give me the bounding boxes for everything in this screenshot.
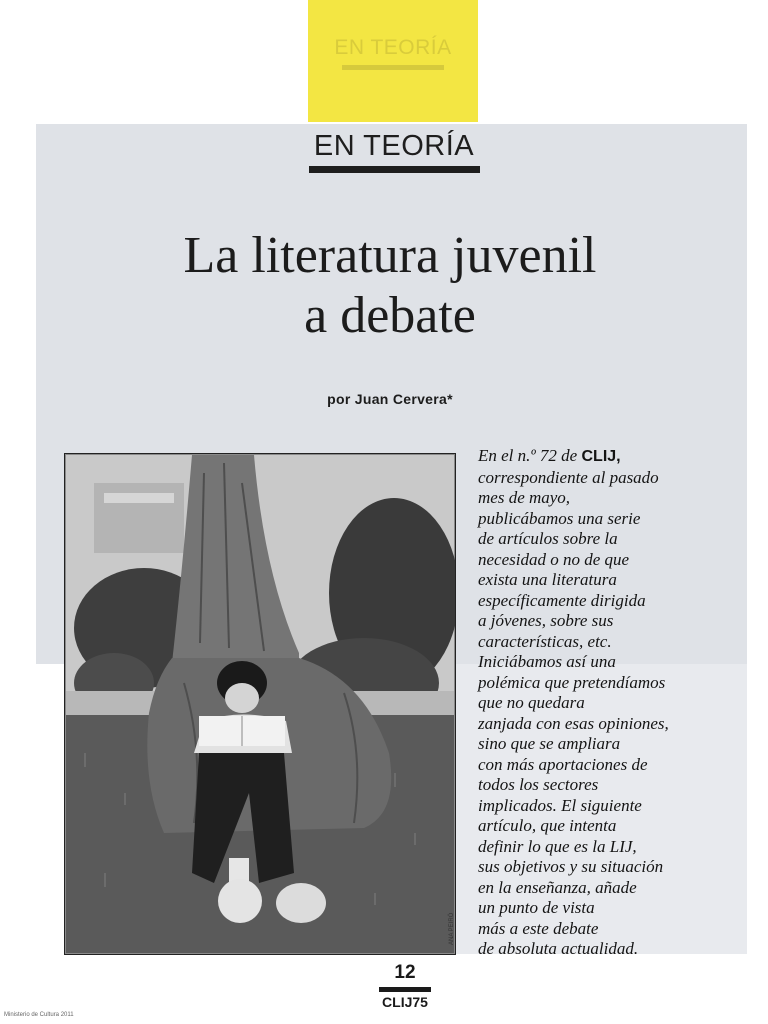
section-heading: EN TEORÍA xyxy=(313,130,475,162)
intro-line: Iniciábamos así una xyxy=(478,652,616,671)
photo-credit: ANA PEIRÓ xyxy=(449,912,455,945)
intro-line: publicábamos una serie xyxy=(478,508,641,528)
intro-line: con más aportaciones de xyxy=(478,754,648,774)
magazine-name: CLIJ, xyxy=(581,448,621,465)
intro-line: En el n.º 72 de CLIJ, xyxy=(478,446,621,465)
copyright-note: Ministerio de Cultura 2011 xyxy=(4,1012,74,1018)
intro-text xyxy=(478,446,740,960)
issue-label: CLIJ75 xyxy=(382,994,428,1010)
intro-line: zanjada con esas opiniones, xyxy=(478,713,669,733)
article-title-line-1: La literatura juvenil xyxy=(183,227,597,284)
page-number: 12 xyxy=(394,962,416,983)
intro-line: a jóvenes, sobre sus xyxy=(478,611,614,630)
intro-line: específicamente dirigida xyxy=(478,590,646,610)
intro-line: de absoluta actualidad. xyxy=(478,939,639,958)
section-tab-bar xyxy=(342,65,444,70)
article-title-line-2: a debate xyxy=(304,287,476,344)
intro-line: en la enseñanza, añade xyxy=(478,877,637,897)
intro-line: que no quedara xyxy=(478,693,585,712)
section-heading-underline xyxy=(309,166,480,173)
intro-line: polémica que pretendíamos xyxy=(478,672,666,692)
intro-line: sus objetivos y su situación xyxy=(478,857,664,876)
intro-line: mes de mayo, xyxy=(478,488,571,507)
page-number-bar xyxy=(379,987,431,992)
intro-line: características, etc. xyxy=(478,631,612,651)
photo-boy-reading-under-tree-icon xyxy=(64,453,456,955)
article-photo xyxy=(64,453,456,955)
intro-line: necesidad o no de que xyxy=(478,549,630,569)
intro-line: exista una literatura xyxy=(478,570,617,589)
intro-line: más a este debate xyxy=(478,918,599,938)
intro-line: todos los sectores xyxy=(478,775,599,794)
intro-line: de artículos sobre la xyxy=(478,529,618,548)
intro-line: implicados. El siguiente xyxy=(478,795,642,815)
section-tab-label: EN TEORÍA xyxy=(334,36,452,59)
intro-line: definir lo que es la LIJ, xyxy=(478,836,637,856)
byline: por Juan Cervera* xyxy=(327,391,453,407)
intro-line: sino que se ampliara xyxy=(478,734,621,753)
section-tab xyxy=(308,0,478,122)
intro-line: artículo, que intenta xyxy=(478,816,617,835)
intro-line: un punto de vista xyxy=(478,898,595,917)
intro-line: correspondiente al pasado xyxy=(478,467,659,487)
article-title xyxy=(60,226,720,346)
